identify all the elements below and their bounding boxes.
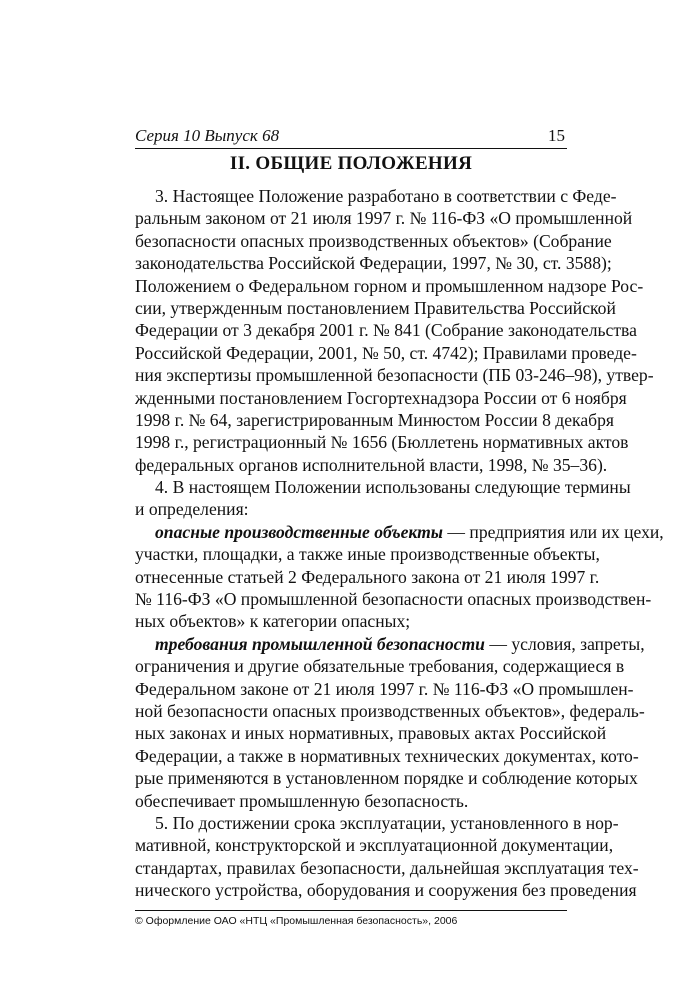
line-text: 5. По достижении срока эксплуатации, установленного в нор- [155, 812, 619, 833]
text-line [135, 521, 664, 543]
text-line [135, 745, 639, 767]
text-line [135, 409, 614, 431]
text-line [135, 655, 625, 677]
text-line [135, 610, 567, 632]
line-text: Федеральном законе от 21 июля 1997 г. № 116-ФЗ «О промышлен- [135, 678, 634, 699]
line-text: 1998 г., регистрационный № 1656 (Бюллетень нормативных актов [135, 432, 629, 453]
line-text: — условия, запреты, [484, 633, 645, 654]
text-line [135, 722, 607, 744]
text-line [135, 700, 645, 722]
text-line [135, 454, 608, 476]
line-text: № 116-ФЗ «О промышленной безопасности опасных производствен- [135, 589, 652, 610]
text-line [135, 342, 637, 364]
text-line [135, 364, 654, 386]
line-text: 1998 г. № 64, зарегистрированным Минюстом России 8 декабря [135, 409, 614, 430]
line-text: — предприятия или их цехи, [443, 521, 664, 542]
line-text: законодательства Российской Федерации, 1997, № 30, ст. 3588); [135, 253, 612, 274]
text-line [135, 857, 639, 879]
text-line [135, 767, 638, 789]
line-text: 4. В настоящем Положении использованы следующие термины [155, 477, 631, 498]
line-text: и определения: [135, 499, 249, 520]
line-text: отнесенные статьей 2 Федерального закона от 21 июля 1997 г. [135, 566, 600, 587]
text-line [135, 790, 567, 812]
text-line [135, 319, 637, 341]
text-line [135, 678, 634, 700]
footer-copyright: © Оформление ОАО «НТЦ «Промышленная безопасность», 2006 [135, 910, 567, 927]
line-text: Российской Федерации, 2001, № 50, ст. 4742); Правилами проведе- [135, 342, 637, 363]
section-title: II. ОБЩИЕ ПОЛОЖЕНИЯ [229, 153, 473, 174]
running-header [135, 126, 567, 149]
defined-term: опасные производственные объекты [155, 521, 444, 542]
defined-term: требования промышленной безопасности [155, 633, 485, 654]
line-text: ных объектов» к категории опасных; [135, 611, 411, 632]
line-text: стандартах, правилах безопасности, дальнейшая эксплуатация тех- [135, 857, 639, 878]
text-line [135, 834, 614, 856]
text-line [135, 230, 612, 252]
text-line [135, 543, 600, 565]
line-text: ных законах и иных нормативных, правовых актах Российской [135, 723, 607, 744]
series-label: Серия 10 Выпуск 68 [135, 126, 280, 145]
text-line [135, 812, 619, 834]
line-text: мативной, конструкторской и эксплуатационной документации, [135, 835, 614, 856]
line-text: ограничения и другие обязательные требования, содержащиеся в [135, 656, 625, 677]
line-text: жденными постановлением Госгортехнадзора России от 6 ноября [135, 387, 627, 408]
line-text: Федерации от 3 декабря 2001 г. № 841 (Собрание законодательства [135, 320, 637, 341]
line-text: ральным законом от 21 июля 1997 г. № 116-ФЗ «О промышленной [135, 208, 633, 229]
line-text: Положением о Федеральном горном и промышленном надзоре Рос- [135, 275, 644, 296]
text-line [135, 297, 616, 319]
line-text: федеральных органов исполнительной власти, 1998, № 35–36). [135, 454, 608, 475]
text-line [135, 207, 633, 229]
text-line [135, 588, 652, 610]
line-text: ной безопасности опасных производственных объектов», федераль- [135, 700, 645, 721]
line-text: сии, утвержденным постановлением Правительства Российской [135, 297, 616, 318]
line-text: обеспечивает промышленную безопасность. [135, 790, 469, 811]
text-line [135, 387, 627, 409]
line-text: нического устройства, оборудования и сооружения без проведения [135, 880, 637, 901]
text-line [135, 476, 631, 498]
line-text: ния экспертизы промышленной безопасности (ПБ 03-246–98), утвер- [135, 365, 654, 386]
line-text: участки, площадки, а также иные производственные объекты, [135, 544, 600, 565]
text-line [135, 879, 637, 901]
text-line [135, 275, 644, 297]
text-line [135, 566, 600, 588]
line-text: рые применяются в установленном порядке и соблюдение которых [135, 768, 638, 789]
text-line [135, 498, 567, 520]
text-line [135, 252, 612, 274]
body-text [135, 185, 664, 902]
line-text: Федерации, а также в нормативных технических документах, кото- [135, 745, 639, 766]
page-number: 15 [548, 126, 565, 145]
text-line [135, 633, 645, 655]
line-text: безопасности опасных производственных объектов» (Собрание [135, 230, 612, 251]
text-line [135, 431, 629, 453]
text-line [135, 185, 617, 207]
line-text: 3. Настоящее Положение разработано в соответствии с Феде- [155, 186, 617, 206]
